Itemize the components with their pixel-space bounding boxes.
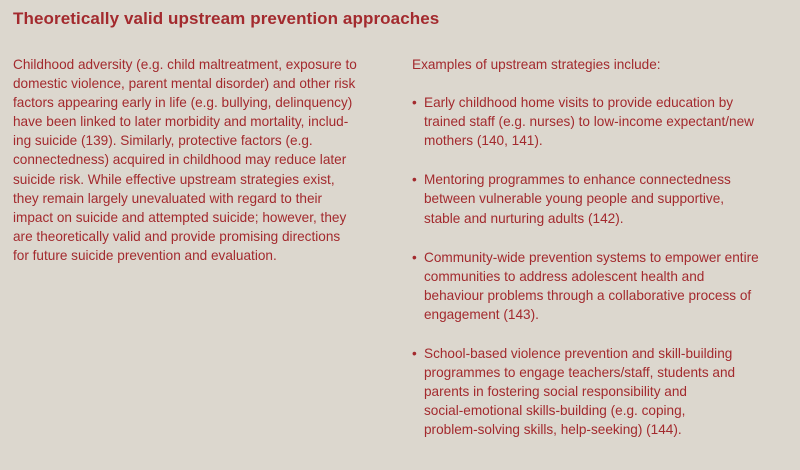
body-paragraph [13, 55, 393, 265]
paragraph-line: have been linked to later morbidity and mortality, includ- [13, 114, 349, 130]
strategies-list [412, 93, 792, 439]
strategy-item-school [412, 344, 792, 439]
item-line: engagement (143). [424, 306, 539, 322]
item-line: stable and nurturing adults (142). [424, 210, 624, 226]
item-line: trained staff (e.g. nurses) to low-income expectant/new [424, 114, 754, 130]
item-line: behaviour problems through a collaborative process of [424, 287, 752, 303]
item-line: mothers (140, 141). [424, 133, 543, 149]
strategy-item-home-visits [412, 93, 792, 150]
bullet-icon: • [412, 95, 417, 111]
paragraph-line: connectedness) acquired in childhood may reduce later [13, 152, 347, 168]
strategies-intro: Examples of upstream strategies include: [412, 57, 661, 72]
item-line: problem-solving skills, help-seeking) (144). [424, 422, 682, 438]
paragraph-line: domestic violence, parent mental disorder) and other risk [13, 76, 356, 92]
item-line: parents in fostering social responsibility and [424, 384, 687, 400]
item-line: programmes to engage teachers/staff, students and [424, 365, 736, 381]
left-column [13, 55, 393, 265]
bullet-icon: • [412, 346, 417, 362]
section-title: Theoretically valid upstream prevention approaches [13, 9, 440, 28]
bullet-icon: • [412, 172, 417, 188]
strategy-item-mentoring [412, 170, 792, 227]
paragraph-line: factors appearing early in life (e.g. bullying, delinquency) [13, 95, 353, 111]
item-line: Mentoring programmes to enhance connectedness [424, 172, 731, 188]
item-line: Early childhood home visits to provide education by [424, 95, 734, 111]
item-line: Community-wide prevention systems to empower entire [424, 249, 759, 265]
right-column [412, 55, 792, 440]
item-line: School-based violence prevention and skill-building [424, 346, 733, 362]
paragraph-line: impact on suicide and attempted suicide; however, they [13, 209, 347, 225]
item-line: communities to address adolescent health and [424, 268, 705, 284]
item-line: social-emotional skills-building (e.g. coping, [424, 403, 686, 419]
bullet-icon: • [412, 249, 417, 265]
paragraph-line: ing suicide (139). Similarly, protective factors (e.g. [13, 133, 313, 149]
paragraph-line: suicide risk. While effective upstream strategies exist, [13, 171, 335, 187]
paragraph-line: they remain largely unevaluated with regard to their [13, 190, 323, 206]
strategy-item-community [412, 248, 792, 324]
paragraph-line: Childhood adversity (e.g. child maltreatment, exposure to [13, 57, 357, 72]
item-line: between vulnerable young people and supportive, [424, 191, 725, 207]
paragraph-line: for future suicide prevention and evaluation. [13, 247, 277, 263]
paragraph-line: are theoretically valid and provide promising directions [13, 228, 341, 244]
